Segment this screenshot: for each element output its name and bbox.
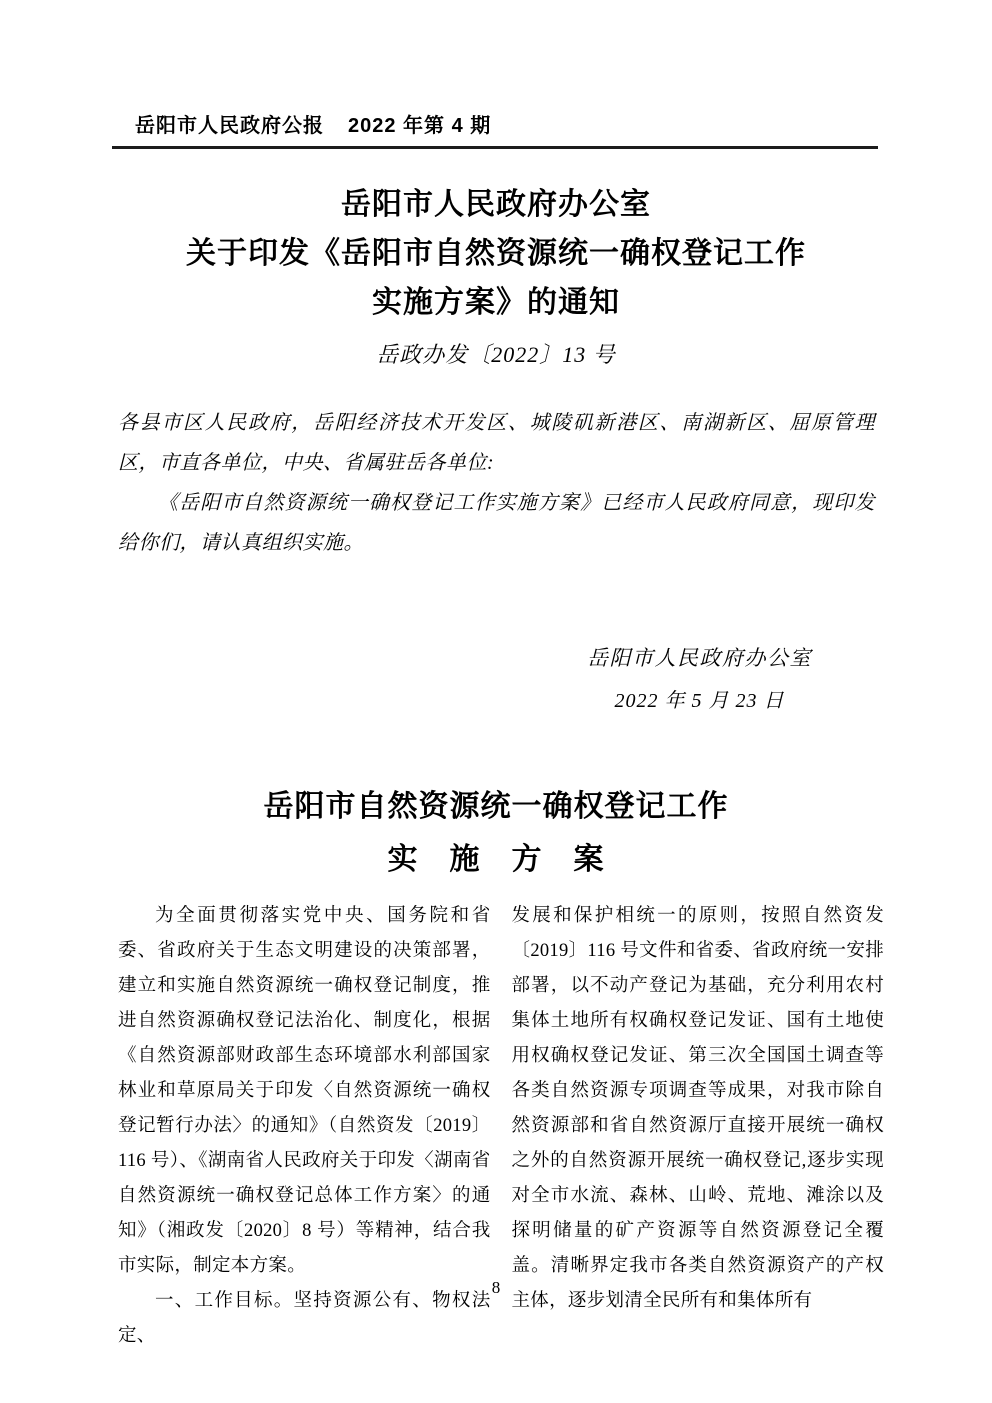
plan-paragraph-2-start: 一、工作目标。坚持资源公有、物权法定、 (118, 1291, 491, 1346)
plan-paragraph-1: 为全面贯彻落实党中央、国务院和省委、省政府关于生态文明建设的决策部署，建立和实施自然资源统一确权登记制度，推进自然资源确权登记法治化、制度化，根据《自然资源部财政部生态环境部水利部国家林业和草原局关于印发〈自然资源统一确权登记暂行办法〉的通知》（自然资发〔2019〕116 号）、《湖南省人民政府关于印发〈湖南省自然资源统一确权登记总体工作方案〉的通知》（湘政发〔2020〕8 号）等精神，结合我市实际，制定本方案。 (118, 906, 491, 1276)
header-rule (112, 146, 878, 149)
notice-body (118, 403, 875, 563)
plan-paragraph-2-continued: 发展和保护相统一的原则，按照自然资发〔2019〕116 号文件和省委、省政府统一安排部署，以不动产登记为基础，充分利用农村集体土地所有权确权登记发证、国有土地使用权确权登记发证、第三次全国国土调查等各类自然资源专项调查等成果，对我市除自然资源部和省自然资源厅直接开展统一确权之外的自然资源开展统一确权登记,逐步实现对全市水流、森林、山岭、荒地、滩涂以及探明储量的矿产资源等自然资源登记全覆盖。清晰界定我市各类自然资源资产的产权主体，逐步划清全民所有和集体所有 (511, 906, 884, 1311)
notice-title-line-2: 关于印发《岳阳市自然资源统一确权登记工作 (186, 237, 806, 270)
recipients-paragraph: 各县市区人民政府，岳阳经济技术开发区、城陵矶新港区、南湖新区、屈原管理区，市直各单位，中央、省属驻岳各单位: (118, 412, 875, 474)
signature-block (587, 643, 812, 716)
running-header (135, 113, 491, 140)
issue-number: 2022 年第 4 期 (348, 115, 492, 137)
plan-title (0, 780, 992, 886)
notice-title-line-1: 岳阳市人民政府办公室 (341, 188, 651, 221)
gazette-title: 岳阳市人民政府公报 (135, 115, 324, 137)
plan-title-line-1: 岳阳市自然资源统一确权登记工作 (263, 790, 729, 823)
signature-name: 岳阳市人民政府办公室 (587, 646, 812, 670)
document-number: 岳政办发〔2022〕13 号 (376, 342, 616, 367)
page-number: 8 (491, 1278, 501, 1297)
notice-title-line-3: 实施方案》的通知 (372, 286, 620, 319)
notice-body-paragraph: 《岳阳市自然资源统一确权登记工作实施方案》已经市人民政府同意，现印发给你们，请认真组织实施。 (118, 492, 875, 554)
plan-title-line-2: 实 施 方 案 (387, 843, 605, 876)
signature-date: 2022 年 5 月 23 日 (614, 690, 785, 712)
notice-title (60, 180, 932, 327)
